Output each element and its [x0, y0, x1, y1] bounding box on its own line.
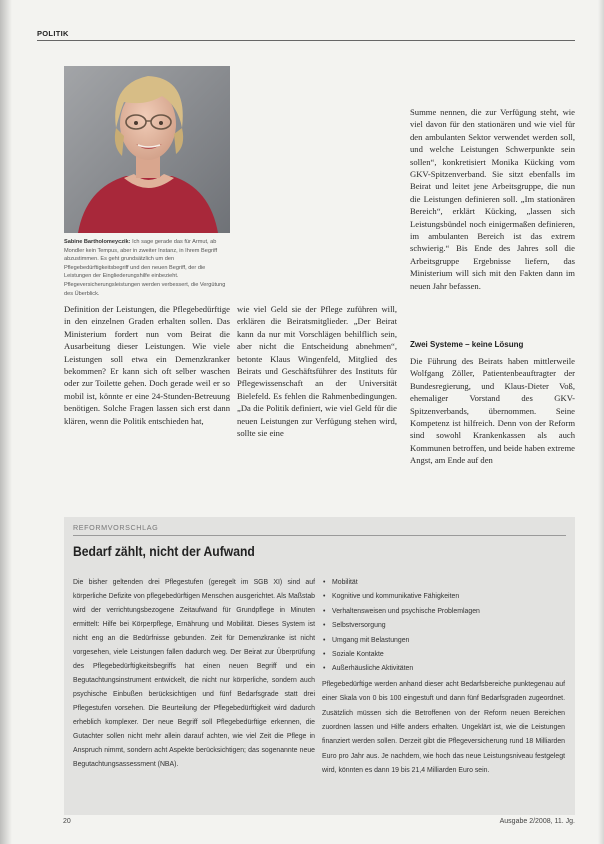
issue-info: Ausgabe 2/2008, 11. Jg.: [499, 818, 575, 825]
list-item: • Mobilität: [322, 576, 565, 590]
article-column-3-top: Summe nennen, die zur Verfügung steht, wie viel davon für den stationären und wie viel für den ambulanten Sektor verwendet werden soll, und welche Leistungen Schwerpunkte sein sollen“, konkretisiert Monika Kücking vom GKV-Spitzenverband. Sie sitzt ebenfalls im Beirat und leitet jene Arbeitsgruppe, die nun die Leistungen definieren soll. „Im stationären Bereich“, erklärt Kücking, „lassen sich Leistungsbündel noch einigermaßen definieren, im ambulanten Bereich ist das extrem schwierig.“ Bis Ende des Jahres soll die Arbeitsgruppe Ergebnisse liefern, das Ministerium will sich mit den Fakten dann im neuen Jahr befassen.: [410, 107, 575, 291]
info-box-title: Bedarf zählt, nicht der Aufwand: [73, 544, 255, 559]
info-box-label: REFORMVORSCHLAG: [73, 523, 159, 532]
list-item: • Umgang mit Belastungen: [322, 634, 565, 648]
info-box: [64, 517, 575, 815]
photo-caption: [64, 238, 234, 302]
info-box-rule: [73, 535, 566, 536]
list-item: • Außerhäusliche Aktivitäten: [322, 662, 565, 676]
portrait-photo: [64, 66, 230, 233]
list-item: • Kognitive und kommunikative Fähigkeiten: [322, 590, 565, 604]
criteria-list: [322, 576, 565, 677]
list-item: • Soziale Kontakte: [322, 648, 565, 662]
list-item: • Verhaltensweisen und psychische Problemlagen: [322, 605, 565, 619]
article-column-1: Definition der Leistungen, die Pflegebedürftige in den einzelnen Graden erhalten sollen. Das Ministerium fordert nun vom Beirat die Ausarbeitung dieser Leistungen. Wie viele Leistungen soll etwa ein Demenzkranker bekommen? Er kann sich oft selber waschen oder zur Toilette gehen. Doch gerade weil er so mobil ist, könnte er eine 24-Stunden-Betreuung benötigen. Solche Fragen lassen sich erst dann klären, wenn die Politik entschieden hat,: [64, 304, 230, 426]
scan-shadow-left: [0, 0, 12, 844]
caption-text: Ich sage gerade das für Armut, ab Mondler kein Tempus, aber in zweiter Instanz, in Ihrem Begriff abzustimmen. Es geht grundsätzlich um den Pflegebedürftigkeitsbegriff und den neuen Begriff, der die Leistungen der Eingliederungshilfe einbezieht. Pflegeversicherungsleistungen werden verbessert, die Vergütung des Überblick.: [64, 239, 226, 297]
list-item: • Selbstversorgung: [322, 619, 565, 633]
article-column-2: wie viel Geld sie der Pflege zuführen will, erklären die Beiratsmitglieder. „Der Beirat kann da nur mit Vorschlägen behilflich sein, aber nicht die Entscheidung abnehmen“, betonte Klaus Wingenfeld, Mitglied des Beirats und Geschäftsführer des Instituts für Pflegewissenschaft an der Universität Bielefeld. Es fehlen die Rahmenbedingungen. „Da die Politik definiert, wie viel Geld für die neuen Leistungen zur Verfügung stehen wird, sollte sie eine: [237, 304, 397, 439]
article-subheading: Zwei Systeme – keine Lösung: [410, 340, 524, 349]
info-box-right-text: Pflegebedürftige werden anhand dieser acht Bedarfsbereiche punktegenau auf einer Skala von 0 bis 100 eingestuft und dann fünf Bedarfsgraden zugeordnet. Zusätzlich müssen sich die Betroffenen von der Reform neuen Bereichen zuordnen lassen und Hilfe anders erhalten. Ungeklärt ist, wie die Leistungen finanziert werden sollen. Derzeit gibt die Pflegeversicherung rund 18 Milliarden Euro pro Jahr aus. Je nachdem, wie hoch das neue Leistungsniveau festgelegt wird, könnten es dann 19 bis 21,4 Milliarden Euro sein.: [322, 680, 565, 775]
article-column-3-bottom: Die Führung des Beirats haben mittlerweile Wolfgang Zöller, Patientenbeauftragter der Bundesregierung, und Klaus-Dieter Voß, ehemaliger Vorstand des GKV-Spitzenverbands, übernommen. Seine Kompetenz ist hilfreich. Denn von der Reform sind sowohl Krankenkassen als auch Kommunen betroffen, und beide haben extreme Angst, am Ende auf den: [410, 356, 575, 466]
section-label: POLITIK: [37, 29, 69, 38]
page-number: 20: [63, 818, 71, 825]
info-box-right-column: [322, 576, 565, 808]
info-box-left-text: Die bisher geltenden drei Pflegestufen (geregelt im SGB XI) sind auf körperliche Defizite von pflegebedürftigen Menschen ausgerichtet. Als Maßstab wird der verrichtungsbezogene Zeitaufwand für Grundpflege in Minuten ermittelt: Hilfe bei Körperpflege, Ernährung und Mobilität. Dieses System ist nicht eng an die Bedürfnisse gebunden. Zeit für Demenzkranke ist nicht vorgesehen, viele Leistungen fallen dadurch weg. Der Beirat zur Überprüfung des Pflegebedürftigkeitsbegriffs hat einen neuen Begriff und ein Begutachtungsinstrument entwickelt, die nicht nur körperliche, sondern auch psychische Einbußen berücksichtigen und fünf Bedarfsgrade statt drei Pflegestufen vorsehen. Die Beurteilung der Pflegebedürftigkeit wird dadurch erheblich komplexer. Der neue Begriff soll Pflegebedürftige erkennen, die Gutachter sollen nicht mehr allein darauf achten, wie viel Zeit die Pflege in Anspruch nimmt, sondern acht Aspekte berücksichtigen; das sogenannte neue Begutachtungsassessment (NBA).: [73, 579, 315, 768]
scan-shadow-right: [598, 0, 604, 844]
header-rule: [37, 40, 575, 41]
caption-name: Sabine Bartholomeyczik:: [64, 239, 131, 245]
